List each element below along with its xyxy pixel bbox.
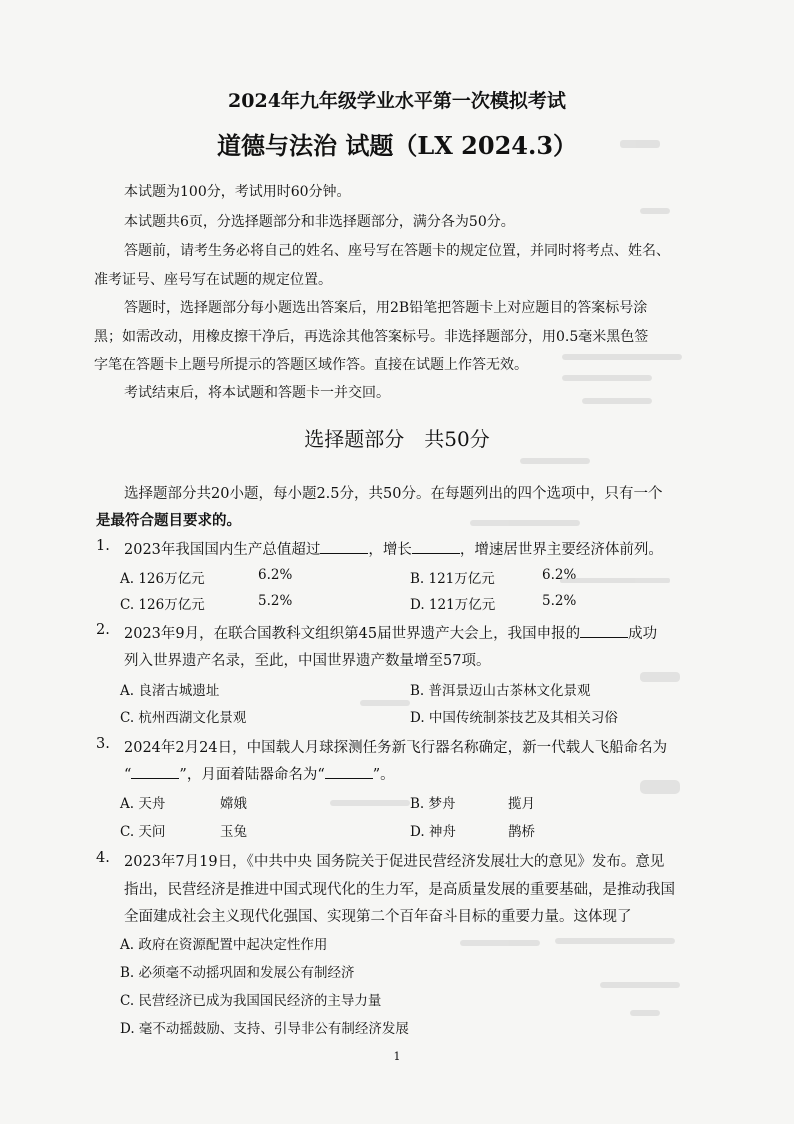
answer-blank — [580, 625, 628, 638]
stem-text: “ — [124, 767, 132, 783]
question-stem — [124, 622, 657, 643]
section-intro: 是最符合题目要求的。 — [96, 512, 241, 529]
stem-text: ，增长 — [368, 542, 412, 558]
stem-text: 2023年9月，在联合国教科文组织第45届世界遗产大会上，我国申报的 — [124, 626, 581, 642]
answer-blank — [320, 541, 368, 554]
option-b: B. 普洱景迈山古茶林文化景观 — [410, 683, 591, 699]
option-c-value: 玉兔 — [220, 824, 247, 840]
option-c-value: 5.2% — [258, 593, 293, 609]
stem-text: ”。 — [372, 767, 395, 783]
option-b: B. 梦舟 — [410, 796, 456, 812]
instruction-line: 本试题为100分，考试用时60分钟。 — [124, 184, 351, 200]
question-stem — [124, 763, 395, 784]
exam-subtitle: 道德与法治 试题（LX 2024.3） — [216, 131, 578, 160]
option-c: C. 杭州西湖文化景观 — [120, 710, 247, 726]
instruction-line: 本试题共6页，分选择题部分和非选择题部分，满分各为50分。 — [124, 214, 515, 230]
question-number: 1. — [96, 538, 110, 554]
option-c: C. 126万亿元 — [120, 597, 205, 613]
question-stem-line: 指出，民营经济是推进中国式现代化的生力军，是高质量发展的重要基础，是推动我国 — [124, 882, 675, 898]
question-number: 2. — [96, 622, 110, 638]
option-d: D. 神舟 — [410, 824, 456, 840]
option-a-value: 6.2% — [258, 567, 293, 583]
page-number: 1 — [393, 1050, 401, 1063]
option-a-value: 嫦娥 — [220, 796, 247, 812]
instruction-line: 考试结束后，将本试题和答题卡一并交回。 — [124, 385, 390, 401]
option-d: D. 中国传统制茶技艺及其相关习俗 — [410, 710, 618, 726]
stem-text: ”，月面着陆器命名为“ — [179, 767, 325, 783]
question-stem-line: 列入世界遗产名录，至此，中国世界遗产数量增至57项。 — [124, 653, 491, 669]
option-b-value: 揽月 — [508, 796, 535, 812]
option-c: C. 民营经济已成为我国国民经济的主导力量 — [120, 993, 382, 1009]
option-b: B. 必须毫不动摇巩固和发展公有制经济 — [120, 965, 355, 981]
option-d-value: 鹊桥 — [508, 824, 535, 840]
question-number: 3. — [96, 736, 110, 752]
question-stem-line: 2023年7月19日，《中共中央 国务院关于促进民营经济发展壮大的意见》发布。意见 — [124, 854, 665, 870]
option-d: D. 毫不动摇鼓励、支持、引导非公有制经济发展 — [120, 1021, 409, 1037]
option-d: D. 121万亿元 — [410, 597, 496, 613]
instruction-line: 答题时，选择题部分每小题选出答案后，用2B铅笔把答题卡上对应题目的答案标号涂 — [124, 300, 648, 316]
section-intro: 选择题部分共20小题，每小题2.5分，共50分。在每题列出的四个选项中，只有一个 — [124, 486, 663, 502]
instruction-line: 准考证号、座号写在试题的规定位置。 — [94, 272, 332, 288]
option-c: C. 天问 — [120, 824, 166, 840]
question-stem-line: 2024年2月24日，中国载人月球探测任务新飞行器名称确定，新一代载人飞船命名为 — [124, 740, 668, 756]
option-b: B. 121万亿元 — [410, 571, 495, 587]
instruction-line: 答题前，请考生务必将自己的姓名、座号写在答题卡的规定位置，并同时将考点、姓名、 — [124, 243, 670, 259]
question-stem — [124, 538, 663, 559]
option-a: A. 良渚古城遗址 — [120, 683, 220, 699]
answer-blank — [325, 766, 373, 779]
option-a: A. 天舟 — [120, 796, 166, 812]
instruction-line: 字笔在答题卡上题号所提示的答题区域作答。直接在试题上作答无效。 — [94, 357, 528, 373]
question-number: 4. — [96, 850, 110, 866]
stem-text: ，增速居世界主要经济体前列。 — [459, 542, 663, 558]
section-heading: 选择题部分 共50分 — [304, 427, 490, 451]
stem-text: 2023年我国国内生产总值超过 — [124, 542, 321, 558]
answer-blank — [412, 541, 460, 554]
option-a: A. 126万亿元 — [120, 571, 205, 587]
option-b-value: 6.2% — [542, 567, 577, 583]
option-a: A. 政府在资源配置中起决定性作用 — [120, 937, 328, 953]
answer-blank — [131, 766, 179, 779]
question-stem-line: 全面建成社会主义现代化强国、实现第二个百年奋斗目标的重要力量。这体现了 — [124, 909, 632, 925]
option-d-value: 5.2% — [542, 593, 577, 609]
exam-title: 2024年九年级学业水平第一次模拟考试 — [228, 90, 566, 112]
stem-text: 成功 — [628, 626, 658, 642]
instruction-line: 黑；如需改动，用橡皮擦干净后，再选涂其他答案标号。非选择题部分，用0.5毫米黑色签 — [94, 329, 649, 345]
